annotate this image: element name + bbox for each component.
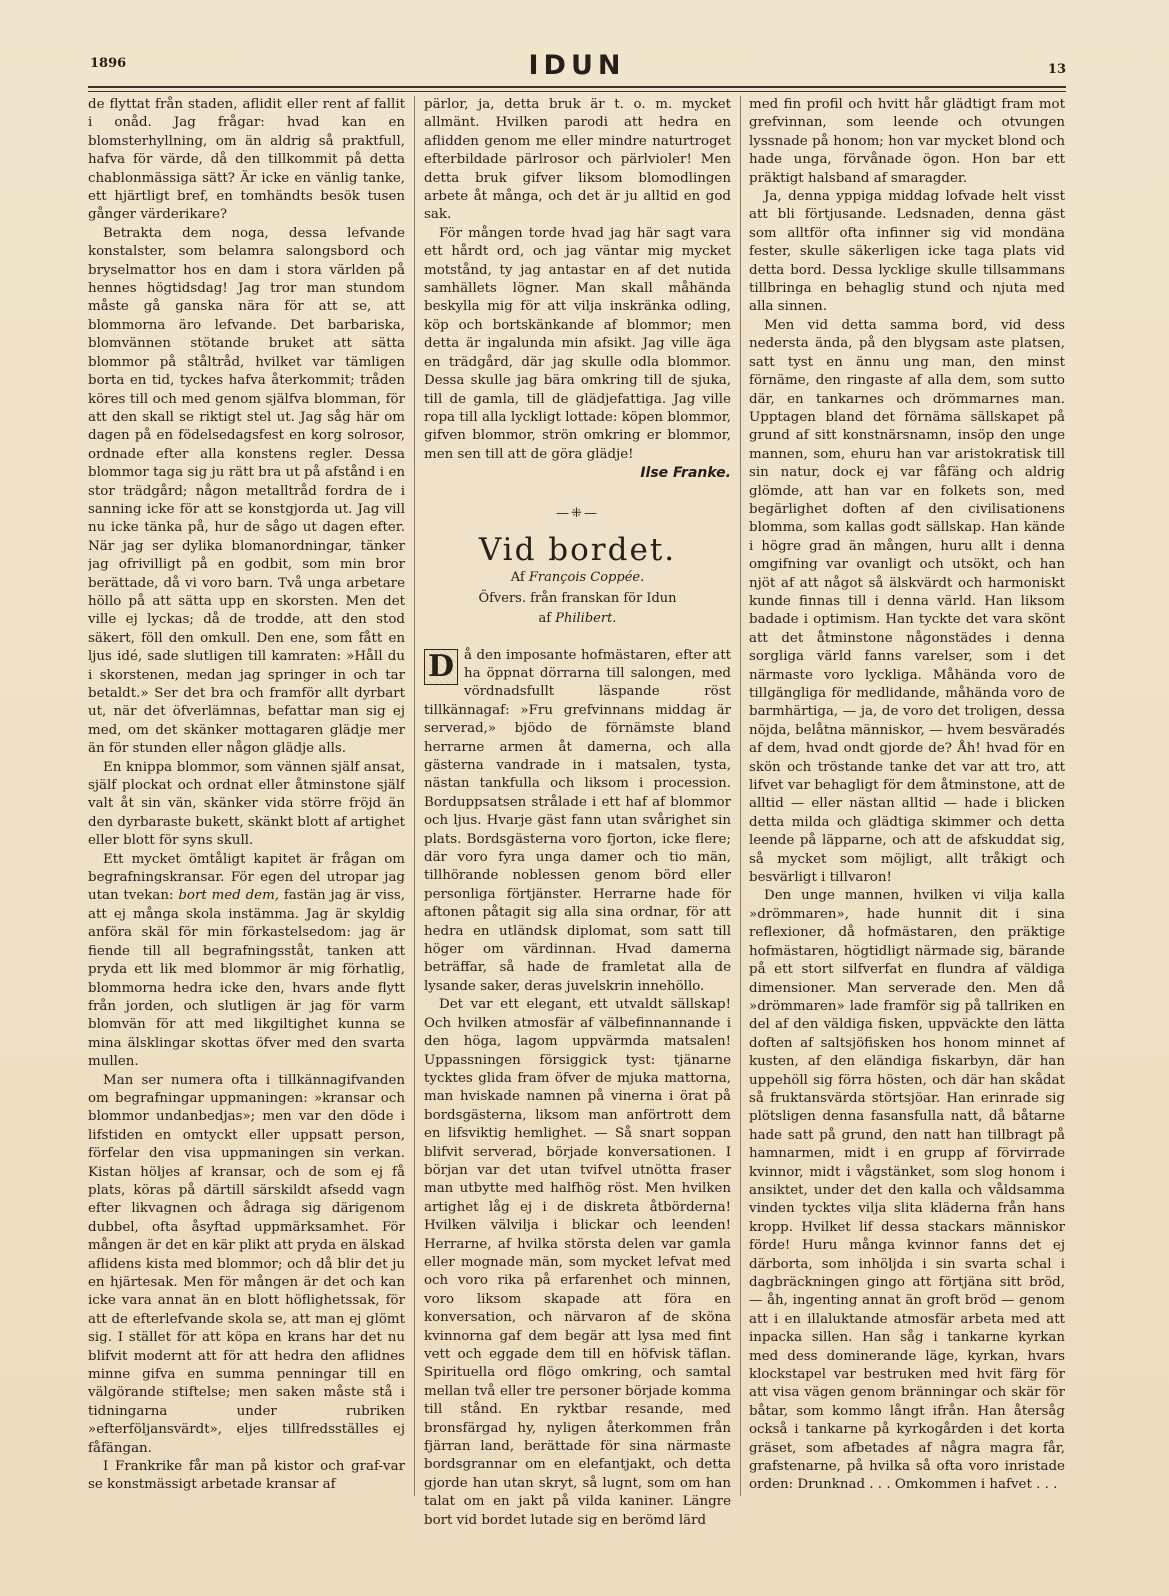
paragraph: Men vid detta samma bord, vid dess nedersta ända, på den blygsam aste platsen, satt tyst en ännu ung man, den minst förnäme, den ringaste af alla dem, som sutto där, en tankarnes och drömmarnes man. Upptagen bland det förnäma sällskapet på grund af sitt konstnärsnamn, insöp den unge mannen, som, ehuru han var aristokratisk till sin natur, dock ej var fåfäng och aldrig glömde, att han var en folkets son, med begärlighet doften af den civilisationens blomma, som kallas godt sällskap. Han kände i högre grad än mången, huru allt i denna omgifning var ovanligt och utsökt, och han njöt af att något så älskvärdt och harmoniskt kunde finnas till i denna värld. Han liksom badade i optimism. Han tyckte det vara skönt att det åtminstone någonstädes i denna sorgliga värld fanns varelser, som i det närmaste voro lyckliga. Måhända voro de tillgängliga för medlidande, måhända voro de barmhärtiga, — ja, de voro det troligen, dessa nöjda, belåtna människor, — hvem besväradés af dem, hvad ondt gjorde de? Åh! hvad för en skön och tröstande tanke det var att tro, att lifvet var behagligt för dem åtminstone, att de alltid — eller nästan alltid — hade i blicken detta milda och glädtiga skimmer och detta leende på läpparne, och att de afskuddat sig, så mycket som möjligt, allt tråkigt och besvärligt i tillvaron!: [749, 317, 1065, 886]
translator-prefix: af: [538, 611, 556, 627]
paragraph: [88, 851, 405, 1072]
paragraph: pärlor, ja, detta bruk är t. o. m. mycket allmänt. Hvilken parodi att hedra en aflidden genom me eller mindre naturtroget efterbildade pärlrosor och pärlvioler! Men detta bruk gifver liksom blomodlingen arbete åt många, och det är ju alltid en god sak.: [424, 97, 731, 223]
text-run: fastän jag är viss, att ej många skola instämma. Jag är skyldig anföra skäl för min förkastelsedom: jag är fiende till all begrafningsståt, tanken att pryda ett lik med blommor är mig förhatlig, blommorna hedra icke den, hvars ande flytt från jorden, och slutligen är jag för varm blomvän för att med likgiltighet kunna se mina älsklingar skottas öfver med den svarta mullen.: [88, 888, 405, 1070]
story-opening: [424, 647, 731, 997]
translator-line: [424, 610, 731, 628]
emphasis-text: bort med dem,: [178, 888, 280, 904]
article-signature: Ilse Franke.: [640, 465, 731, 482]
column-divider: [740, 96, 741, 1496]
masthead-title: IDUN: [528, 50, 626, 81]
column-divider: [414, 96, 415, 1496]
paragraph: En knippa blommor, som vännen själf ansat, själf plockat och ordnat eller åtminstone själf valt åt sin vän, skänker vida större fröjd än den dyrbaraste bukett, skänkt blott af artighet eller blott för syns skull.: [88, 759, 405, 849]
paragraph: För mången torde hvad jag här sagt vara ett hårdt ord, och jag väntar mig mycket motstånd, ty jag antastar en af det nutida samhällets lögner. Man skall måhända beskylla mig för att vilja inskränka odling, köp och bortskänkande af blommor; men detta är ingalunda min afsikt. Jag ville äga en trädgård, där jag skulle odla blommor. Dessa skulle jag bära omkring till de sjuka, till de gamla, till de glädjefattiga. Jag ville ropa till alla lyckligt lottade: köpen blommor, gifven blommor, strön omkring er blommor, men sen till att de göra glädje!: [424, 225, 731, 462]
section-ornament: —⁜—: [556, 505, 599, 521]
column-middle: [424, 96, 731, 1536]
story-byline: [424, 569, 731, 587]
paragraph: Betrakta dem noga, dessa lefvande konstalster, som belamra salongsbord och bryselmattor hos en dam i stora världen på hennes högtidsdag! Jag tror man stundom måste gå ganska nära för att se, att blommorna äro lefvande. Det barbariska, blomvännen stötande bruket att sätta blommor på ståltråd, hvilket var tämligen borta en tid, tyckes hafva återkommit; tråden köres till och med genom själfva blomman, för att den skall se riktigt stel ut. Jag såg här om dagen på en födelsedagsfest en korg solrosor, ordnade efter alla konstens regler. Dessa blommor taga sig ju rätt bra ut på afstånd i en stor trädgård; någon metalltråd fordra de i sanning icke för att se konstgjorda ut. Jag vill nu icke tänka på, hur de sågo ut dagen efter. När jag ser dylika blomanordningar, tänker jag ofrivilligt på en godbit, som min bror berättade, då vi voro barn. Två unga arbetare höllo på att sätta upp en skorsten. Men det ville ej lyckas; då de trodde, att den stod säkert, föll den omkull. Den ene, som fått en ljus idé, sade slutligen till kamraten: »Håll du i skorstenen, medan jag springer in och tar betaldt.» Ser det bra och framför allt dyrbart ut, när det öfverlämnas, befattar man sig ej med, om det skänker mottagaren glädje mer än för stunden eller någon glädje alls.: [88, 225, 405, 757]
paragraph: å den imposante hofmästaren, efter att ha öppnat dörrarna till salongen, med vördnadsfullt läspande röst tillkännagaf: »Fru grefvinnans middag är serverad,» bjödo de förnämste bland herrarne armen åt damerna, och alla gästerna vandrade in i matsalen, tysta, nästan tankfulla och liksom i procession. Borduppsatsen strålade i ett haf af blommor och ljus. Hvarje gäst fann utan svårighet sin plats. Bordsgästerna voro fjorton, icke flere; där voro fyra unga damer och tio män, tillhörande noblessen genom börd eller personliga förtjänster. Herrarne hade för aftonen påtagit sig alla sina ordnar, för att hedra en utländsk diplomat, som satt till höger om värdinnan. Hvad damerna beträffar, så hade de framletat alla de lysande saker, deras juvelskrin innehöllo.: [424, 647, 731, 994]
translation-note: Öfvers. från franskan för Idun: [478, 590, 677, 606]
column-right: [749, 96, 1065, 1536]
paragraph: de flyttat från staden, aflidit eller rent af fallit i onåd. Jag frågar: hvad kan en blomsterhyllning, om än aldrig så praktfull, hafva för värde, då den tillkommit på detta chablonmässiga sätt? Är icke en vänlig tanke, ett hjärtligt bref, en tomhändts besök tusen gånger värderikare?: [88, 97, 405, 223]
paragraph: I Frankrike får man på kistor och graf-var se konstmässigt arbetade kransar af: [88, 1459, 405, 1493]
column-left: [88, 96, 405, 1536]
byline-author: François Coppée.: [528, 570, 645, 586]
page-header: [88, 52, 1066, 88]
byline-prefix: Af: [510, 570, 529, 586]
story-title: Vid bordet.: [478, 531, 677, 568]
paragraph: med fin profil och hvitt hår glädtigt fram mot grefvinnan, som leende och otvungen lyssnade på honom; hon var mycket blond och hade unga, förvånade ögon. Hon bar ett präktigt halsband af smaragder.: [749, 97, 1065, 186]
page-number: 13: [1047, 62, 1066, 77]
translator-name: Philibert.: [555, 611, 617, 627]
header-year: 1896: [90, 56, 127, 71]
paragraph: Den unge mannen, hvilken vi vilja kalla »drömmaren», hade hunnit dit i sina reflexioner, då hofmästaren, den präktige hofmästaren, högtidligt närmade sig, bärande på ett stort silfverfat en flundra af väldiga dimensioner. Man serverade den. Men då »drömmaren» lade framför sig på tallriken en del af den väldiga fisken, uppväckte den lätta doften af saltsjöfisken hos honom minnet af kusten, af den eländiga fiskarbyn, där han uppehöll sig förra hösten, och där han skådat så fruktansvärda störtsjöar. Han erinrade sig plötsligen denna fasansfulla natt, då båtarne hade satt på grund, den natt han tillbragt på hamnarmen, midt i en grupp af förvirrade kvinnor, midt i vågstänket, som slog honom i ansiktet, under det den kalla och våldsamma vinden tycktes vilja slita kläderna från hans kropp. Hvilket lif dessa stackars människor förde! Huru många kvinnor fanns det ej därborta, som inhöljda i sin svarta schal i dagbräckningen gingo att förtjäna sitt bröd, — åh, ingenting annat än groft bröd — genom att i en illaluktande atmosfär arbeta med att inpacka sillen. Han såg i tankarne kyrkan med dess dominerande läge, kyrkan, hvars klockstapel var bestruken med hvit färg för att visa vägen genom bränningar och skär för båtar, som kommo långt ifrån. Han återsåg också i tankarne på kyrkogården i det korta gräset, som afbetades af några magra får, grafstenarne, på hvilka så ofta voro inristade orden: Drunknad . . . Omkommen i hafvet . . .: [749, 888, 1065, 1493]
drop-cap: D: [424, 649, 458, 685]
paragraph: Det var ett elegant, ett utvaldt sällskap! Och hvilken atmosfär af välbefinnannande i den höga, lagom uppvärmda matsalen! Uppassningen försiggick tyst: tjänarne tycktes glida fram öfver de mjuka mattorna, man hviskade namnen på vinerna i örat på bordsgästerna, liksom man anförtrott dem en lifsviktig hemlighet. — Så snart soppan blifvit serverad, började konversationen. I början var det utan tvifvel utnötta fraser man utbytte med halfhög röst. Men hvilken artighet låg ej i de diskreta åtbörderna! Hvilken välvilja i blickar och leenden! Herrarne, af hvilka största delen var gamla eller mognade män, som mycket lefvat med och voro rika på erfarenhet och minnen, voro liksom skapade att föra en konversation, och närvaron af de sköna kvinnorna gaf dem begär att lysa med fint vett och eggade dem till en höfvisk täflan. Spirituella ord flögo omkring, och samtal mellan två eller tre personer började komma till stånd. En ryktbar resande, med bronsfärgad hy, nyligen återkommen från fjärran land, berättade för sina närmaste bordsgrannar om en elefantjakt, och detta gjorde han utan skryt, så lugnt, som om han talat om en jakt på vilda kaniner. Längre bort vid bordet lutade sig en berömd lärd: [424, 997, 731, 1528]
paragraph: Man ser numera ofta i tillkännagifvanden om begrafningar uppmaningen: »kransar och blommor undanbedjas»; men var den döde i lifstiden en omtyckt eller uppsatt person, förfelar den visa uppmaningen sin verkan. Kistan höljes af kransar, och de som ej få plats, köras på därtill särskildt afsedd vagn efter likvagnen och ådraga sig därigenom dubbel, ofta åsyftad uppmärksamhet. För mången är det en kär plikt att pryda en älskad aflidens kista med blommor; och då blir det ju en hjärtesak. Men för mången är det och kan icke vara annat än en blott höflighetssak, för att de efterlefvande skola se, att man ej glömt sig. I stället för att köpa en krans har det nu blifvit modernt att för att hedra den aflidnes minne gifva en summa penningar till en välgörande stiftelse; men saken måste stå i tidningarna under rubriken »efterföljansvärdt», eljes tillfredsställes ej fåfängan.: [88, 1072, 405, 1456]
text-run: Ett mycket ömtåligt kapitet är frågan om begrafningskransar. För egen del utropar jag utan tvekan:: [88, 851, 405, 904]
paragraph: Ja, denna yppiga middag lofvade helt visst att bli förtjusande. Ledsnaden, denna gäst som alltför ofta infinner sig vid mondäna fester, skulle säkerligen icke taga plats vid detta bord. Dessa lycklige skulle tillsammans tillbringa en behaglig stund och njuta med alla sinnen.: [749, 189, 1065, 315]
